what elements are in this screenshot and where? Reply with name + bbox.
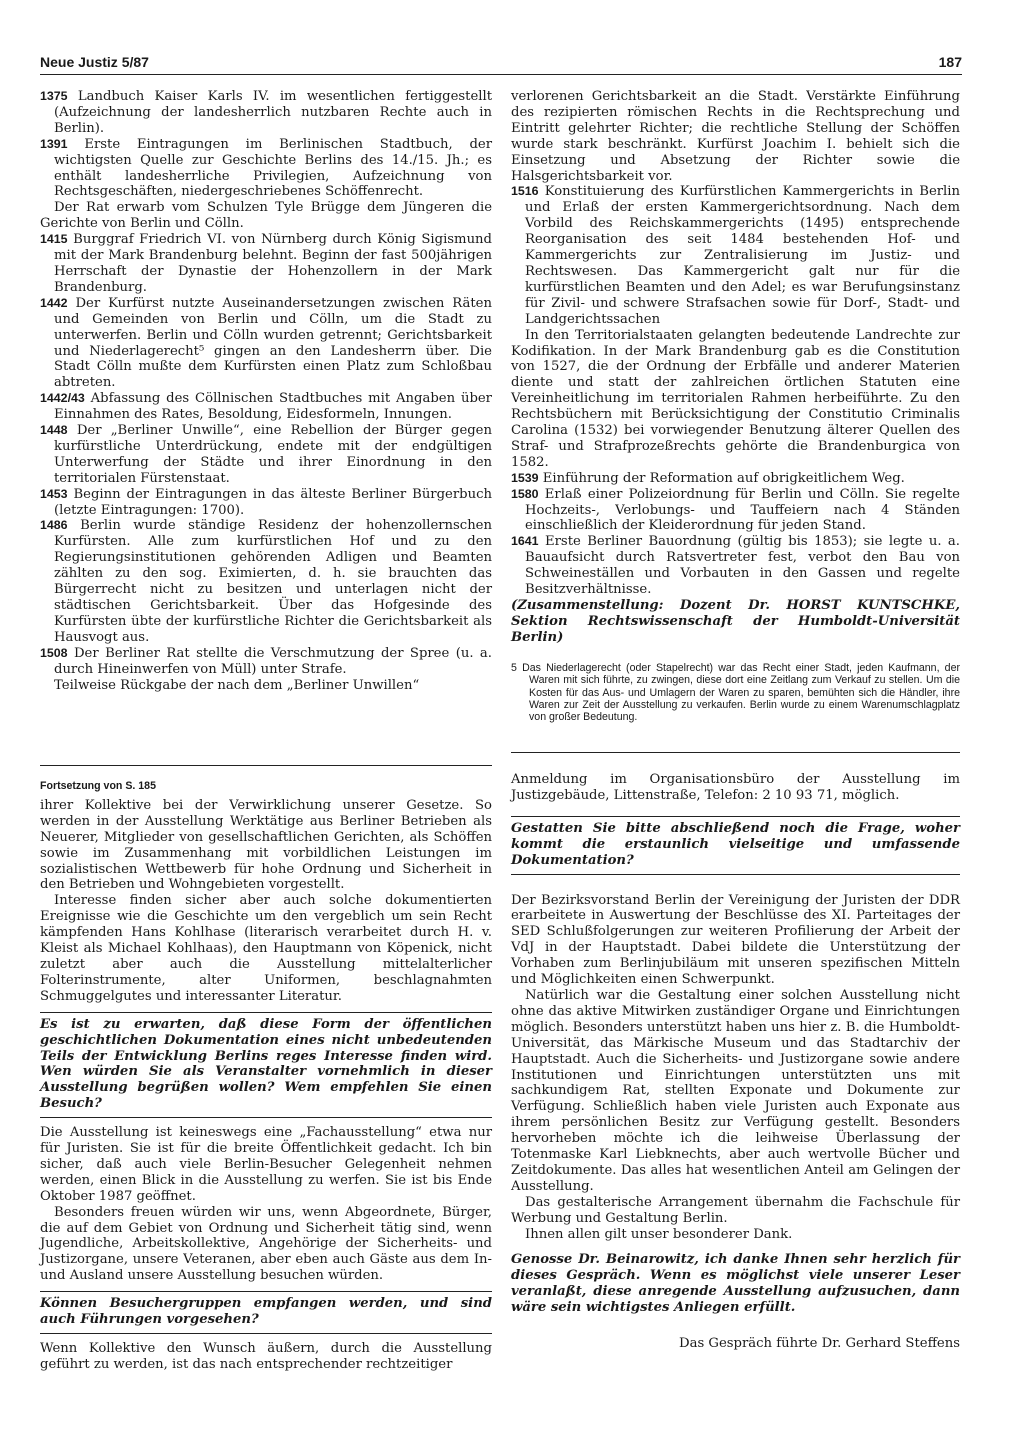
section-rule-right bbox=[511, 752, 960, 753]
entry-year: 1448 bbox=[40, 423, 68, 438]
entry-year: 1375 bbox=[40, 89, 68, 103]
interview-question: Gestatten Sie bitte abschließend noch die Frage, woher kommt die erstaunlich vielseitige und umfassende Dokumentation? bbox=[511, 820, 960, 868]
interview-paragraph: Wenn Kollektive den Wunsch äußern, durch die Ausstellung geführt zu werden, ist das nach entsprechender rechtzeitiger bbox=[40, 1341, 492, 1372]
header-rule bbox=[40, 74, 962, 75]
entry-year: 1508 bbox=[40, 645, 68, 660]
chronology-entry bbox=[40, 646, 492, 678]
page-header bbox=[40, 54, 962, 74]
entry-year: 1516 bbox=[511, 184, 539, 199]
page-number: 187 bbox=[938, 54, 962, 70]
entry-text: Konstituierung des Kurfürstlichen Kammergerichts in Berlin und Erlaß der ersten Kammergerichtsordnung. Nach dem Vorbild des Reichskammergerichts (1495) entsprechende Reorganisation des seit 1484 bestehenden Hof- und Kammergerichts zur Zentralisierung im Justiz- und Rechtswesen. Das Kammergericht galt nur für die kurfürstlichen Beamten und den Adel; es war Berufungsinstanz für Zivil- und schwere Strafsachen sowie für Dorf-, Stadt- und Landgerichtssachen bbox=[525, 184, 960, 327]
entry-year: 1539 bbox=[511, 470, 539, 485]
entry-year: 1442 bbox=[40, 295, 68, 310]
closing-remark: Genosse Dr. Beinarowitz, ich danke Ihnen sehr herzlich für dieses Gespräch. Wenn es möglichst viele unserer Leser veranlaßt, diese anregende Ausstellung aufzusuchen, dann wäre sein wichtigstes Anliegen erfüllt. bbox=[511, 1252, 960, 1316]
interview-question: Es ist zu erwarten, daß diese Form der öffentlichen geschichtlichen Dokumentation eines nicht unbedeutenden Teils der Entwicklung Berlins reges Interesse finden wird. Wen würden Sie als Veranstalter vornehmlich in dieser Ausstellung begrüßen wollen? Wem empfehlen Sie einen Besuch? bbox=[40, 1016, 492, 1112]
entry-text: Abfassung des Cöllnischen Stadtbuches mit Angaben über Einnahmen des Rates, Besoldung, Eidesformeln, Innungen. bbox=[54, 391, 492, 423]
chronology-paragraph: Teilweise Rückgabe der nach dem „Berliner Unwillen“ bbox=[54, 677, 420, 693]
interview-question-box bbox=[40, 1291, 492, 1334]
chronology-entry bbox=[40, 518, 492, 645]
chronology-entry bbox=[511, 471, 960, 487]
chronology-entry bbox=[40, 232, 492, 296]
interview-paragraph: Der Bezirksvorstand Berlin der Vereinigung der Juristen der DDR erarbeitete in Auswertung der Beschlüsse des XI. Parteitages der SED Schlußfolgerungen zur weiteren Profilierung der Arbeit der VdJ in der Hauptstadt. Dabei bildete die Unterstützung der Vorhaben zum Berlinjubiläum mit unseren spezifischen Mitteln und Möglichkeiten einen Schwerpunkt. bbox=[511, 892, 960, 988]
entry-year: 1453 bbox=[40, 486, 68, 501]
footnote: 5 Das Niederlagerecht (oder Stapelrecht) war das Recht einer Stadt, jeden Kaufmann, der Waren mit sich führte, zu zwingen, diese dort eine Zeitlang zum Verkauf zu stellen. Um die Kosten für das Aus- und Umlagern der Waren zu sparen, bemühten sich die Händler, ihre Waren zur Zeit der Ausstellung zu verkaufen. Berlin wurde zu einem Warenumschlagplatz von großer Bedeutung. bbox=[511, 661, 960, 724]
chronology-left-column bbox=[40, 89, 492, 693]
chronology-entry bbox=[40, 89, 492, 137]
interview-question-box bbox=[511, 816, 960, 875]
chronology-entry bbox=[40, 391, 492, 423]
interview-right-column bbox=[511, 772, 960, 1352]
entry-text: Beginn der Eintragungen in das älteste Berliner Bürgerbuch (letzte Eintragungen: 1700). bbox=[54, 486, 492, 518]
chronology-entry bbox=[40, 296, 492, 391]
journal-title: Neue Justiz 5/87 bbox=[40, 54, 149, 70]
chronology-entry bbox=[40, 137, 492, 201]
entry-year: 1442/43 bbox=[40, 391, 85, 406]
entry-text: Berlin wurde ständige Residenz der hohenzollernschen Kurfürsten. Alle zum kurfürstlichen Hof und zu den Regierungsinstitutionen gehörenden Adligen und Beamten zählten zu den sog. Eximierten, d. h. sie brauchten das Bürgerrecht nicht zu besitzen und unterlagen nicht der städtischen Gerichtsbarkeit. Über das Hofgesinde des Kurfürsten übte der kurfürstliche Richter die Gerichtsbarkeit als Hausvogt aus. bbox=[54, 518, 492, 645]
chronology-continuation: verlorenen Gerichtsbarkeit an die Stadt. Verstärkte Einführung des rezipierten römischen Rechts in die Rechtsprechung und Eintritt gelehrter Richter; die rechtliche Stellung der Schöffen wurde stark beschränkt. Kurfürst Joachim I. behielt sich die Einsetzung und Absetzung der Richter sowie die Halsgerichtsbarkeit vor. bbox=[511, 89, 960, 184]
interview-question-box bbox=[40, 1012, 492, 1118]
interview-paragraph: Ihnen allen gilt unser besonderer Dank. bbox=[525, 1226, 793, 1242]
entry-text: Landbuch Kaiser Karls IV. im wesentlichen fertiggestellt (Aufzeichnung der landesherrlich nutzbaren Rechte auch in Berlin). bbox=[54, 89, 492, 136]
entry-text: Einführung der Reformation auf obrigkeitlichem Weg. bbox=[542, 470, 905, 486]
entry-year: 1415 bbox=[40, 232, 68, 247]
entry-text: Der Berliner Rat stellte die Verschmutzung der Spree (u. a. durch Hineinwerfen von Müll) unter Strafe. bbox=[54, 645, 492, 677]
chronology-entry bbox=[511, 534, 960, 598]
interview-question: Können Besuchergruppen empfangen werden, und sind auch Führungen vorgesehen? bbox=[40, 1296, 492, 1328]
chronology-right-column bbox=[511, 89, 960, 724]
interview-paragraph: ihrer Kollektive bei der Verwirklichung unserer Gesetze. So werden in der Ausstellung Werktätige aus Berliner Betrieben als Neuerer, Mitglieder von gesellschaftlichen Gerichten, als Schöffen sowie im Zusammenhang mit vorbildlichen Leistungen im sozialistischen Wettbewerb für hohe Ordnung und Sicherheit in den Betrieben und Wohngebieten vorgestellt. bbox=[40, 797, 492, 893]
chronology-entry bbox=[40, 423, 492, 487]
entry-text: Burggraf Friedrich VI. von Nürnberg durch König Sigismund mit der Mark Brandenburg belehnt. Beginn der fast 500jährigen Herrschaft der Dynastie der Hohenzollern in der Mark Brandenburg. bbox=[54, 232, 492, 295]
section-rule-left bbox=[40, 765, 492, 766]
interview-paragraph: Das gestalterische Arrangement übernahm die Fachschule für Werbung und Gestaltung Berlin. bbox=[511, 1194, 960, 1226]
interview-paragraph: Besonders freuen würden wir uns, wenn Abgeordnete, Bürger, die auf dem Gebiet von Ordnung und Sicherheit tätig sind, wenn Jugendliche, Arbeitskollektive, Angehörige der Sicherheits- und Justizorgane, unsere Veteranen, aber eben auch Gäste aus dem In- und Ausland unsere Ausstellung besuchen würden. bbox=[40, 1204, 492, 1284]
entry-year: 1641 bbox=[511, 534, 539, 549]
entry-text: Der Kurfürst nutzte Auseinandersetzungen zwischen Räten und Gemeinden von Berlin und Cölln, um die Stadt zu unterwerfen. Berlin und Cölln wurden getrennt; Gerichtsbarkeit und Niederlagerecht⁵ gingen an den Landesherrn über. Die Stadt Cölln mußte dem Kurfürsten einen Platz zum Schloßbau abtreten. bbox=[54, 295, 492, 391]
interview-left-column bbox=[40, 779, 492, 1373]
entry-text: Erlaß einer Polizeiordnung für Berlin und Cölln. Sie regelte Hochzeits-, Verlobungs- und Tauffeiern nach 4 Ständen einschließlich der Kleiderordnung für jeden Stand. bbox=[525, 486, 960, 534]
chronology-paragraph: In den Territorialstaaten gelangten bedeutende Landrechte zur Kodifikation. In der Mark Brandenburg gab es die Constitution von 1527, die der Ordnung der Erbfälle und anderer Materien diente und statt der zahlreichen örtlichen Statuten eine Vereinheitlichung im territorialen Rahmen herbeiführte. Zu den Rechtsbüchern mit Berücksichtigung der Constitutio Criminalis Carolina (1532) bei vorwiegender Benutzung älterer Quellen des Straf- und Strafprozeßrechts gehörte die Brandenburgica von 1582. bbox=[511, 327, 960, 470]
interview-paragraph: Anmeldung im Organisationsbüro der Ausstellung im Justizgebäude, Littenstraße, Telefon: 2 10 93 71, möglich. bbox=[511, 772, 960, 803]
entry-text: Der „Berliner Unwille“, eine Rebellion der Bürger gegen kurfürstliche Unterdrückung, endete mit der endgültigen Unterwerfung der Städte und ihrer Einordnung in den territorialen Fürstenstaat. bbox=[54, 423, 492, 486]
compilation-credit: (Zusammenstellung: Dozent Dr. HORST KUNTSCHKE, Sektion Rechtswissenschaft der Humboldt-Universität Berlin) bbox=[511, 598, 960, 645]
chronology-entry bbox=[511, 184, 960, 327]
chronology-paragraph: Der Rat erwarb vom Schulzen Tyle Brügge dem Jüngeren die Gerichte von Berlin und Cölln. bbox=[40, 200, 492, 232]
entry-year: 1391 bbox=[40, 136, 68, 151]
entry-year: 1486 bbox=[40, 518, 68, 533]
continuation-label: Fortsetzung von S. 185 bbox=[40, 780, 156, 792]
chronology-entry bbox=[40, 487, 492, 519]
interview-paragraph: Interesse finden sicher aber auch solche dokumentierten Ereignisse wie die Geschichte um den vergeblich um sein Recht kämpfenden Hans Kohlhase (literarisch verarbeitet durch H. v. Kleist als Michael Kohlhaas), den Hauptmann von Köpenick, nicht zuletzt aber auch die Ausstellung mittelalterlicher Folterinstrumente, alter Uniformen, beschlagnahmten Schmuggelgutes und interessanter Literatur. bbox=[40, 893, 492, 1004]
interviewer-signature: Das Gespräch führte Dr. Gerhard Steffens bbox=[679, 1336, 960, 1352]
interview-paragraph: Die Ausstellung ist keineswegs eine „Fachausstellung“ etwa nur für Juristen. Sie ist für die breite Öffentlichkeit gedacht. Ich bin sicher, daß auch viele Berlin-Besucher Gelegenheit nehmen werden, einen Blick in die Ausstellung zu werfen. Sie ist bis Ende Oktober 1987 geöffnet. bbox=[40, 1125, 492, 1204]
chronology-entry bbox=[511, 487, 960, 535]
entry-text: Erste Eintragungen im Berlinischen Stadtbuch, der wichtigsten Quelle zur Geschichte Berlins des 14./15. Jh.; es enthält landesherrliche Privilegien, Aufzeichnung von Rechtsgeschäften, niedergeschriebenes Schöffenrecht. bbox=[54, 136, 492, 200]
entry-year: 1580 bbox=[511, 486, 539, 501]
entry-text: Erste Berliner Bauordnung (gültig bis 1853); sie legte u. a. Bauaufsicht durch Ratsvertreter fest, verbot den Bau von Schweineställen und Vorbauten in den Gassen und regelte Besitzverhältnisse. bbox=[525, 534, 960, 598]
interview-paragraph: Natürlich war die Gestaltung einer solchen Ausstellung nicht ohne das aktive Mitwirken zuständiger Organe und Einrichtungen möglich. Besonders unterstützt haben uns hier z. B. die Humboldt-Universität, das Märkische Museum und das Stadtarchiv der Hauptstadt. Auch die Sicherheits- und Justizorgane sowie andere Institutionen und Einrichtungen unterstützten uns mit sachkundigem Rat, stellten Exponate und Dokumente zur Verfügung. Schließlich haben viele Juristen auch Exponate aus ihrem persönlichen Besitz zur Verfügung gestellt. Besonders hervorheben möchte ich die leihweise Überlassung der Totenmaske Karl Liebknechts, aber auch wertvolle Bücher und Zeitdokumente. Das alles hat wesentlichen Anteil am Gelingen der Ausstellung. bbox=[511, 987, 960, 1194]
